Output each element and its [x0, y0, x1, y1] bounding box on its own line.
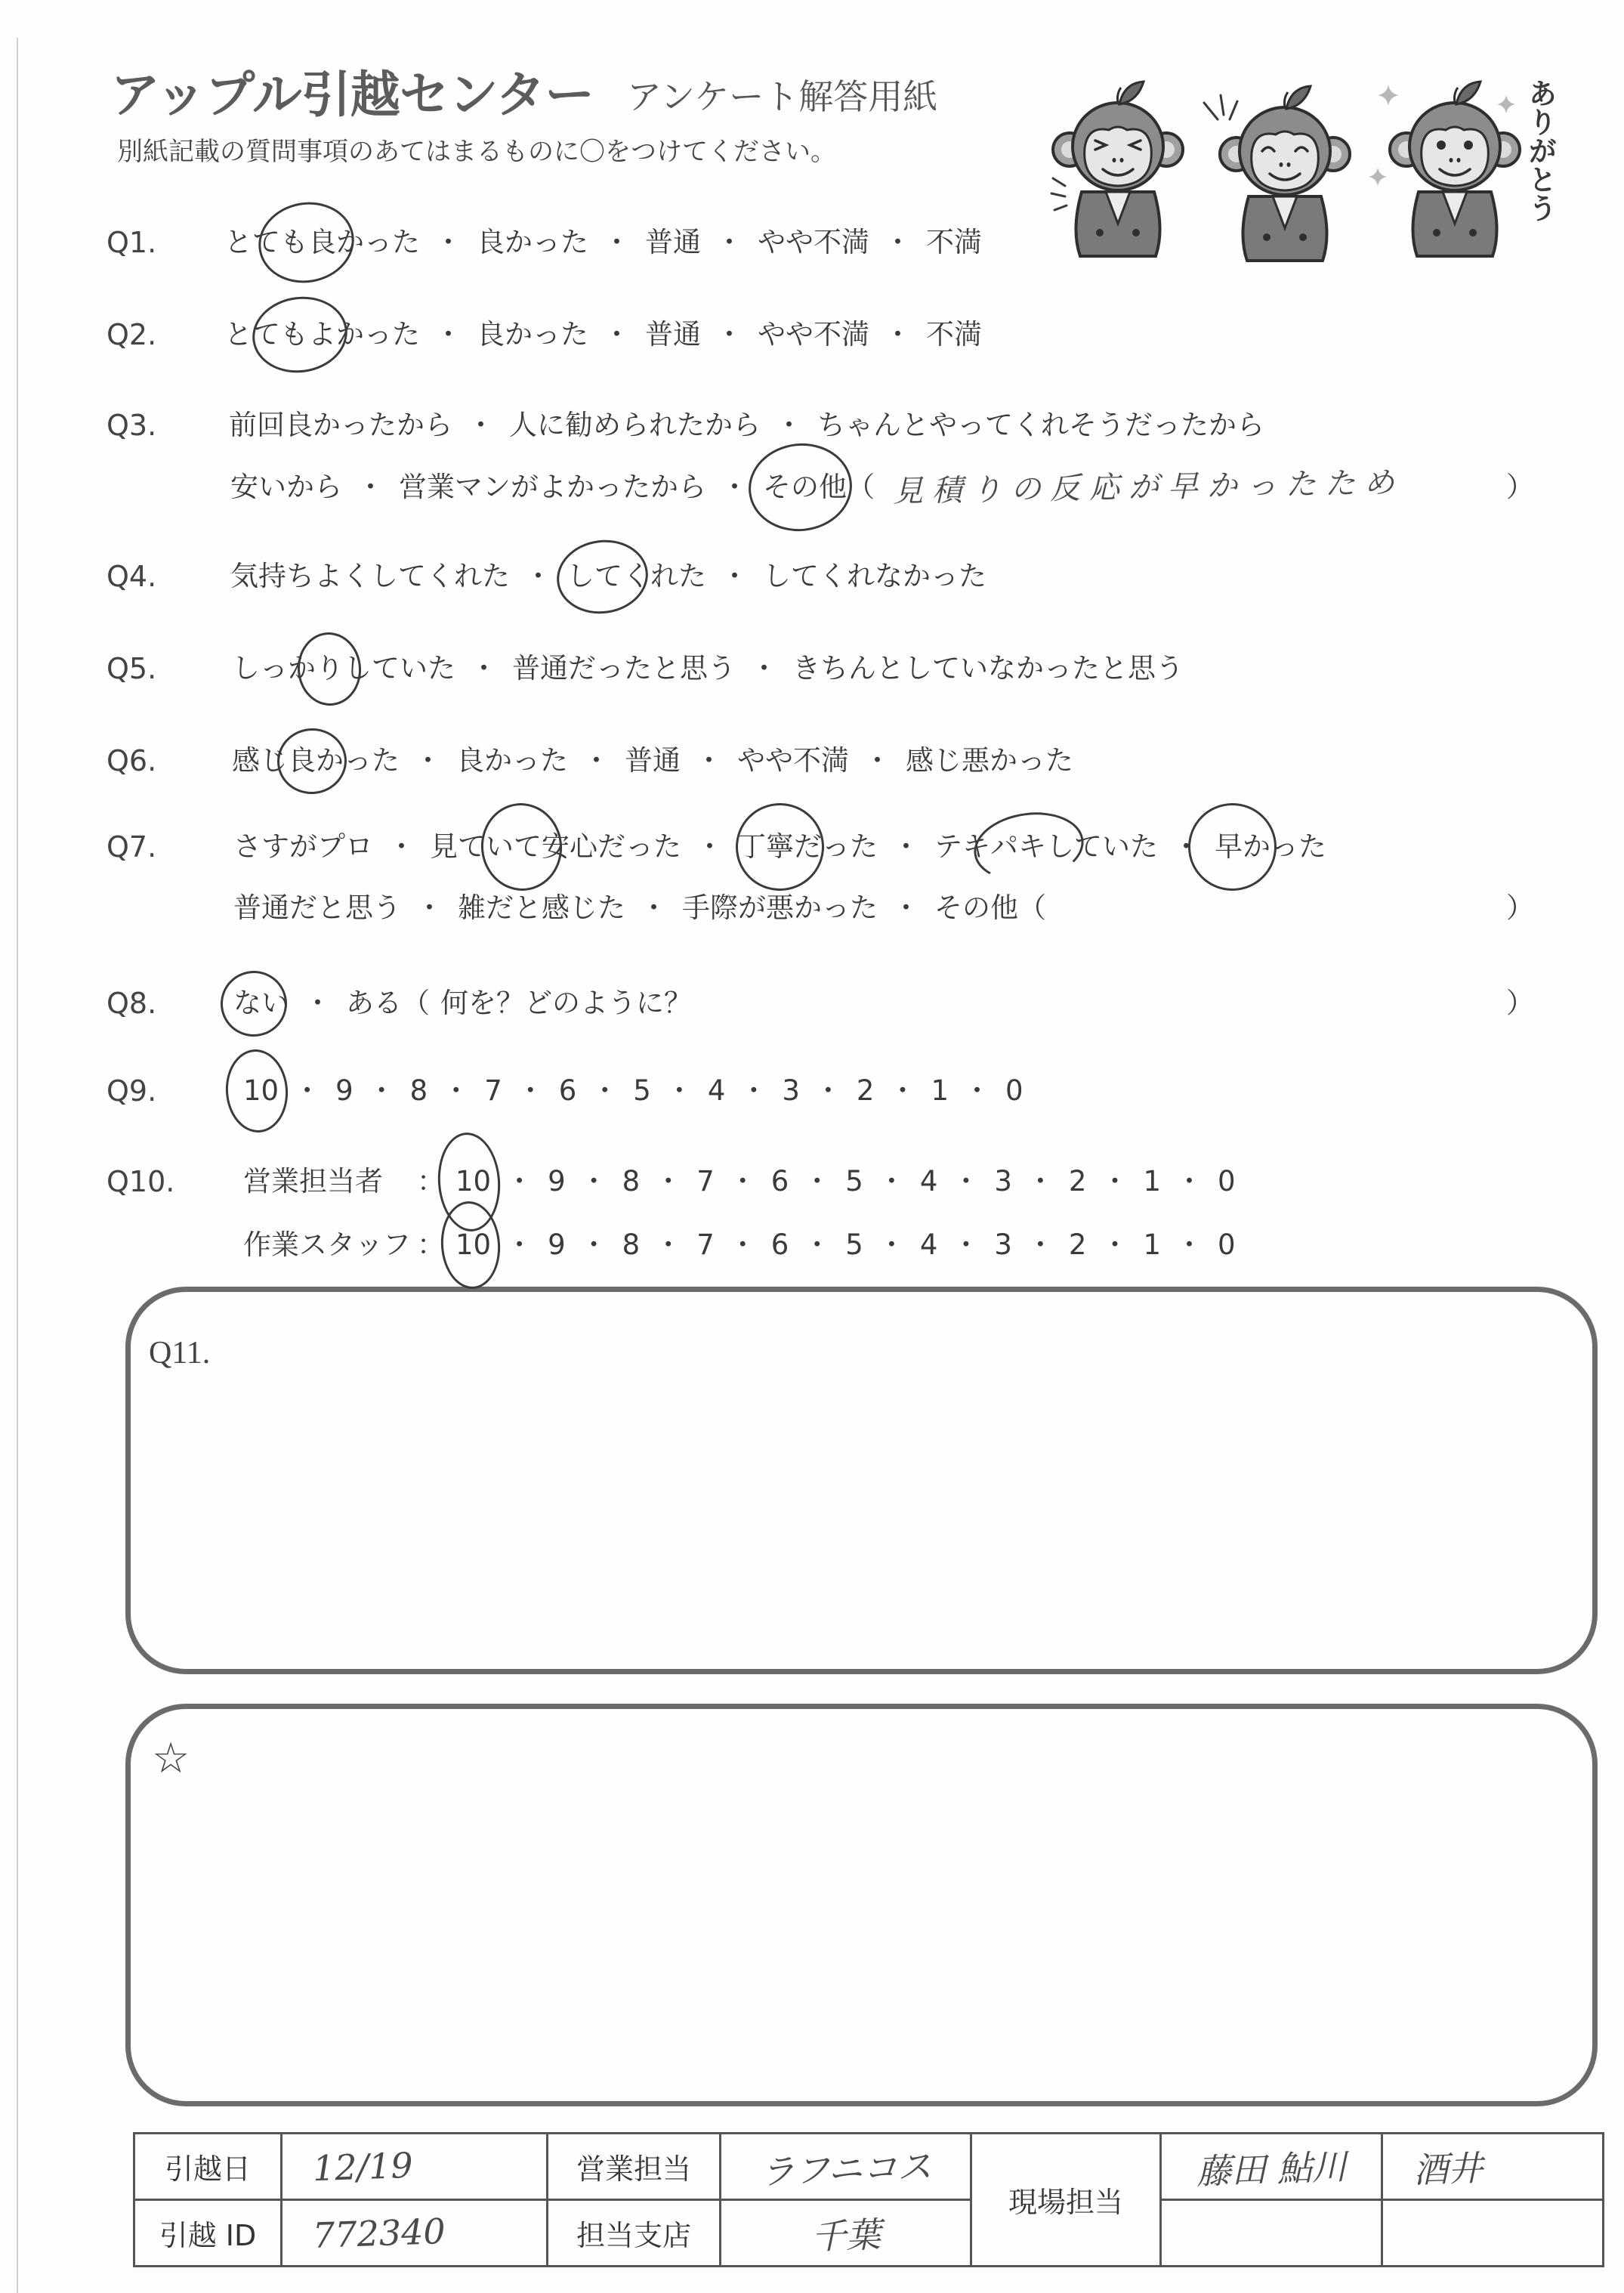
site-staff-cell-4: [1382, 2200, 1604, 2267]
answer-option: 2: [1068, 1165, 1087, 1197]
option-separator: ・: [591, 1074, 619, 1107]
answer-option: 1: [931, 1074, 949, 1107]
option-separator: ・: [696, 830, 724, 863]
option-separator: ・: [884, 226, 912, 258]
question-label: Q6.: [107, 744, 157, 777]
question-label: Q5.: [107, 652, 157, 685]
option-separator: ・: [367, 1074, 396, 1107]
option-separator: ・: [442, 1074, 471, 1107]
branch-value: 千葉: [810, 2213, 881, 2257]
answer-option: 4: [919, 1228, 938, 1261]
answer-circle-mark: [744, 438, 856, 536]
monkey-mascot-illustration: [1042, 38, 1601, 280]
move-record-table: [133, 2132, 1604, 2267]
answer-option: 8: [622, 1165, 641, 1197]
answer-line: [233, 829, 1326, 865]
option-separator: ・: [1101, 1165, 1129, 1197]
answer-option: 3: [994, 1165, 1012, 1197]
option-separator: ・: [721, 471, 749, 503]
option-separator: ・: [1026, 1165, 1054, 1197]
answer-option: 普通: [645, 318, 701, 351]
answer-option: 6: [770, 1165, 789, 1197]
question-label: Q1.: [107, 226, 157, 259]
answer-circle-mark: [435, 1130, 504, 1233]
comment-box-star: [125, 1704, 1598, 2106]
paren-open: （: [1018, 892, 1046, 924]
option-separator: ・: [721, 560, 749, 592]
answer-circle-mark: [477, 799, 567, 895]
option-separator: ・: [293, 1074, 322, 1107]
option-separator: ・: [715, 318, 743, 351]
question-label: Q3.: [107, 409, 157, 442]
handwritten-answer: 見積りの反応が早かったため: [892, 465, 1404, 509]
answer-option: 人に勧められたから: [509, 409, 761, 441]
answer-circle-mark: [274, 725, 350, 797]
option-separator: ・: [579, 1165, 608, 1197]
answer-option: さすがプロ: [233, 830, 373, 863]
option-separator: ・: [863, 744, 891, 777]
answer-option: 7: [484, 1074, 502, 1107]
option-separator: ・: [665, 1074, 693, 1107]
option-separator: ・: [654, 1165, 683, 1197]
option-separator: ・: [695, 744, 723, 777]
company-name: アップル引越センター: [110, 66, 594, 124]
paren-open: （: [847, 471, 875, 503]
answer-circle-mark: [969, 805, 1088, 888]
option-separator: ・: [803, 1228, 832, 1261]
option-separator: ・: [1175, 1228, 1204, 1261]
answer-option: その他: [763, 469, 847, 505]
option-separator: ・: [524, 560, 552, 592]
site-staff-value-2: 酒井: [1413, 2146, 1484, 2191]
option-separator: ・: [750, 652, 778, 685]
star-icon: ☆: [152, 1734, 190, 1783]
answer-option: ない: [233, 985, 289, 1021]
move-date-value: 12/19: [312, 2144, 414, 2189]
answer-option: やや不満: [758, 318, 869, 351]
colon: ：: [417, 1165, 445, 1197]
answer-option: 4: [707, 1074, 726, 1107]
answer-option: してくれた: [567, 558, 706, 595]
answer-option: してくれなかった: [763, 560, 986, 592]
answer-option: 感じ良かった: [232, 743, 400, 779]
option-separator: ・: [304, 987, 332, 1019]
answer-option: 見ていて安心だった: [430, 829, 681, 865]
option-separator: ・: [963, 1074, 992, 1107]
answer-option: 気持ちよくしてくれた: [230, 560, 510, 592]
move-date-cell: [282, 2134, 548, 2200]
answer-option: 10: [243, 1073, 279, 1109]
answer-option: 9: [335, 1074, 354, 1107]
answer-line: [233, 985, 1534, 1021]
answer-option: 9: [548, 1228, 566, 1261]
answer-line: [224, 224, 982, 261]
answer-line: [243, 1073, 1023, 1109]
monkey-illustration-1: [1053, 82, 1183, 256]
answer-option: 0: [1005, 1074, 1023, 1107]
question-label: Q9.: [107, 1074, 157, 1108]
option-separator: ・: [415, 892, 443, 924]
form-title: アンケート解答用紙: [627, 76, 938, 117]
option-separator: ・: [603, 226, 631, 258]
option-separator: ・: [1026, 1228, 1054, 1261]
answer-option: 良かった: [456, 744, 568, 777]
answer-line: [232, 651, 1184, 687]
scan-edge-line: [17, 38, 18, 2293]
move-date-label: 引越日: [134, 2134, 282, 2200]
sales-rep-cell: [721, 2134, 971, 2200]
answer-option: 前回良かったから: [229, 409, 452, 441]
answer-option: とてもよかった: [224, 317, 420, 353]
option-separator: ・: [739, 1074, 768, 1107]
option-separator: ・: [434, 318, 462, 351]
sales-rep-label: 営業担当: [548, 2134, 721, 2200]
answer-option: 8: [409, 1074, 428, 1107]
answer-option: やや不満: [758, 226, 869, 258]
option-separator: ・: [640, 892, 668, 924]
answer-option: 10: [455, 1163, 491, 1200]
answer-option: 5: [633, 1074, 651, 1107]
answer-option: 2: [856, 1074, 875, 1107]
option-separator: ・: [357, 471, 384, 503]
answer-option: 3: [994, 1228, 1012, 1261]
option-separator: ・: [814, 1074, 842, 1107]
option-separator: ・: [884, 318, 912, 351]
answer-option: その他: [934, 892, 1018, 924]
option-separator: ・: [470, 652, 498, 685]
answer-option: 6: [558, 1074, 577, 1107]
option-separator: ・: [434, 226, 462, 258]
answer-option: 0: [1218, 1228, 1236, 1261]
paren-close: ）: [1506, 987, 1534, 1019]
answer-option: 0: [1218, 1165, 1236, 1197]
branch-label: 担当支店: [548, 2200, 721, 2267]
option-separator: ・: [803, 1165, 832, 1197]
rating-target-label: 営業担当者: [243, 1165, 383, 1197]
question-label: Q4.: [107, 560, 157, 593]
answer-option: 9: [548, 1165, 566, 1197]
site-staff-value-1: 藤田 鮎川: [1195, 2146, 1348, 2192]
answer-circle-mark: [438, 1199, 503, 1290]
answer-option: ちゃんとやってくれそうだったから: [817, 409, 1264, 441]
option-separator: ・: [516, 1074, 545, 1107]
answer-option: 良かった: [477, 318, 588, 351]
paren-close: ）: [1506, 471, 1534, 503]
answer-option: きちんとしていなかったと思う: [792, 652, 1184, 685]
option-separator: ・: [877, 1165, 906, 1197]
colon: ：: [417, 1228, 445, 1261]
answer-line: [243, 1163, 1236, 1200]
option-separator: ・: [775, 409, 803, 441]
answer-option: 普通: [645, 226, 701, 258]
answer-option: とても良かった: [224, 224, 420, 261]
option-separator: ・: [582, 744, 610, 777]
move-id-label: 引越 ID: [134, 2200, 282, 2267]
site-staff-cell-1: [1161, 2134, 1382, 2200]
option-separator: ・: [892, 830, 920, 863]
answer-option: 普通だと思う: [233, 892, 401, 924]
answer-option: 良かった: [477, 226, 588, 258]
branch-cell: [721, 2200, 971, 2267]
answer-option: 7: [696, 1228, 715, 1261]
answer-option: 丁寧だった: [738, 829, 878, 865]
answer-circle-mark: [731, 799, 828, 895]
answer-option: 8: [622, 1228, 641, 1261]
answer-option: 6: [770, 1228, 789, 1261]
answer-circle-mark: [551, 534, 652, 620]
answer-circle-mark: [248, 291, 353, 379]
monkey-illustration-3: [1390, 82, 1520, 256]
answer-prompt: 何を？どのように？: [440, 987, 692, 1019]
question-label: Q10.: [107, 1165, 175, 1198]
answer-line: [233, 890, 1534, 926]
paren-close: ）: [1506, 892, 1534, 924]
site-staff-cell-2: [1382, 2134, 1604, 2200]
question-label: Q2.: [107, 318, 157, 351]
answer-option: 1: [1143, 1165, 1162, 1197]
option-separator: ・: [952, 1165, 980, 1197]
paren-open: （: [402, 987, 430, 1019]
answer-option: 5: [845, 1165, 863, 1197]
answer-option: 5: [845, 1228, 863, 1261]
option-separator: ・: [715, 226, 743, 258]
answer-line: [224, 317, 982, 353]
option-separator: ・: [952, 1228, 980, 1261]
move-id-cell: [282, 2200, 548, 2267]
answer-line: [229, 407, 1264, 443]
option-separator: ・: [1101, 1228, 1129, 1261]
record-row-1: [134, 2134, 1604, 2200]
record-row-2: [134, 2200, 1604, 2267]
answer-option: 7: [696, 1165, 715, 1197]
answer-option: 手際が悪かった: [682, 892, 878, 924]
answer-option: 2: [1068, 1228, 1087, 1261]
option-separator: ・: [728, 1228, 757, 1261]
thank-you-bubble: ありがとう: [1524, 79, 1557, 222]
answer-line: [232, 743, 1073, 779]
answer-option: 雑だと感じた: [458, 892, 625, 924]
answer-option: やや不満: [737, 744, 849, 777]
answer-option: テキパキしていた: [934, 829, 1158, 865]
answer-line: [230, 558, 986, 595]
answer-circle-mark: [295, 630, 364, 708]
answer-option: 1: [1143, 1228, 1162, 1261]
answer-option: 安いから: [230, 471, 342, 503]
answer-option: 普通だったと思う: [512, 652, 736, 685]
answer-option: 不満: [926, 226, 982, 258]
answer-line: [243, 1227, 1236, 1263]
answer-line: [230, 465, 1534, 509]
option-separator: ・: [888, 1074, 917, 1107]
option-separator: ・: [467, 409, 495, 441]
rating-target-label: 作業スタッフ: [243, 1228, 411, 1261]
answer-option: 3: [782, 1074, 800, 1107]
site-staff-cell-3: [1161, 2200, 1382, 2267]
question-label: Q8.: [107, 987, 157, 1020]
answer-option: 早かった: [1215, 829, 1326, 865]
answer-option: 感じ悪かった: [906, 744, 1073, 777]
option-separator: ・: [603, 318, 631, 351]
answer-option: 不満: [926, 318, 982, 351]
answer-option: 普通: [625, 744, 681, 777]
move-id-value: 772340: [312, 2210, 446, 2256]
comment-box-label: Q11.: [149, 1336, 211, 1371]
question-label: Q7.: [107, 830, 157, 864]
answer-option: しっかりしていた: [232, 651, 455, 687]
answer-option: ある: [346, 987, 402, 1019]
option-separator: ・: [505, 1165, 534, 1197]
option-separator: ・: [414, 744, 442, 777]
option-separator: ・: [387, 830, 415, 863]
option-separator: ・: [505, 1228, 534, 1261]
answer-option: 営業マンがよかったから: [399, 471, 706, 503]
option-separator: ・: [1175, 1165, 1204, 1197]
answer-circle-mark: [223, 1047, 290, 1134]
sales-rep-value: ラフニコス: [758, 2145, 933, 2193]
answer-circle-mark: [252, 195, 360, 290]
answer-option: 4: [919, 1165, 938, 1197]
answer-option: 10: [455, 1227, 491, 1263]
option-separator: ・: [654, 1228, 683, 1261]
option-separator: ・: [877, 1228, 906, 1261]
answer-circle-mark: [218, 967, 291, 1040]
comment-box-q11: [125, 1287, 1598, 1674]
site-staff-label: 現場担当: [971, 2134, 1161, 2267]
option-separator: ・: [728, 1165, 757, 1197]
option-separator: ・: [892, 892, 920, 924]
monkey-illustration-2: [1220, 86, 1350, 261]
option-separator: ・: [579, 1228, 608, 1261]
option-separator: ・: [1172, 830, 1200, 863]
instruction-text: 別紙記載の質問事項のあてはまるものに〇をつけてください。: [117, 137, 836, 167]
